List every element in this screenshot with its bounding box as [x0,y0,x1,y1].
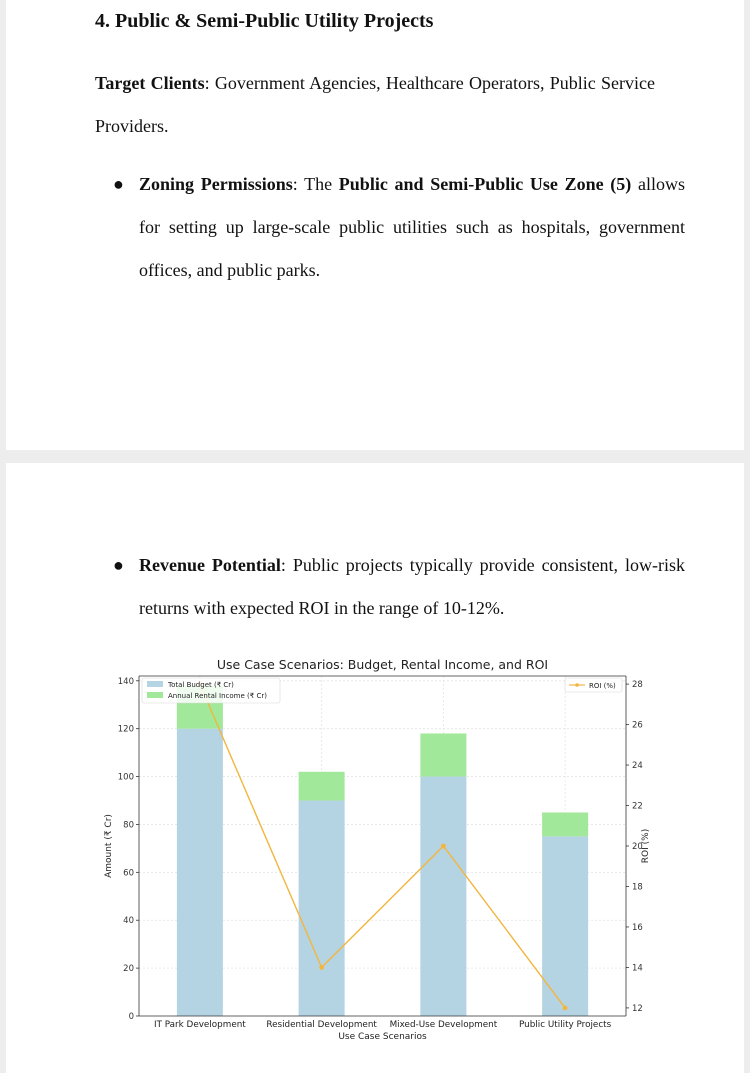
zone-name: Public and Semi-Public Use Zone (5) [338,174,632,194]
x-axis-label: Use Case Scenarios [338,1032,427,1042]
chart-title: Use Case Scenarios: Budget, Rental Income, and ROI [216,657,549,672]
y2-tick-label: 16 [632,922,643,933]
y2-tick-label: 24 [632,761,643,772]
y2-tick-label: 28 [632,680,643,691]
y-tick-label: 20 [123,964,134,975]
legend-label-rental: Annual Rental Income (₹ Cr) [168,692,267,700]
y-tick-label: 120 [117,724,134,735]
zoning-label: Zoning Permissions [139,174,293,194]
y-axis-label: Amount (₹ Cr) [104,814,114,878]
bar-total-budget [299,801,345,1016]
bullet-icon: ● [113,555,124,575]
legend-swatch-rental [147,692,163,698]
bullet-icon: ● [113,174,124,194]
revenue-label: Revenue Potential [139,555,281,575]
x-tick-label: Public Utility Projects [519,1020,612,1030]
x-tick-label: Mixed-Use Development [389,1020,498,1030]
target-clients-label: Target Clients [95,73,205,93]
section-heading: 4. Public & Semi-Public Utility Projects [95,10,434,32]
roi-line [200,684,565,1008]
x-tick-label: Residential Development [266,1020,377,1030]
legend-label-roi: ROI (%) [589,682,616,690]
roi-point [563,1006,568,1011]
document-page-1 [6,0,744,450]
y2-tick-label: 12 [632,1003,643,1014]
y2-tick-label: 14 [632,963,643,974]
roi-budget-chart [96,654,656,1049]
revenue-text: : Public projects typically provide consistent, low-risk returns with expected ROI in the range of 10-12%. [139,555,685,618]
bar-rental-income [542,812,588,836]
y-tick-label: 80 [123,820,134,831]
legend-label-budget: Total Budget (₹ Cr) [168,681,234,689]
y-tick-label: 140 [117,676,134,687]
target-clients-text: : Government Agencies, Healthcare Operators, Public Service Providers. [95,73,656,136]
y2-tick-label: 26 [632,720,643,731]
zoning-text-1: : The [292,174,339,194]
y2-tick-label: 18 [632,882,643,893]
y2-tick-label: 20 [632,842,643,852]
y2-axis-label: ROI (%) [641,828,651,864]
legend-swatch-budget [147,681,163,687]
y-tick-label: 100 [117,772,134,783]
roi-point [319,965,324,970]
zoning-bullet [113,163,685,292]
y-tick-label: 40 [123,916,134,927]
bar-rental-income [299,772,345,801]
y-tick-label: 0 [128,1012,134,1022]
roi-point [441,844,446,849]
x-tick-label: IT Park Development [153,1020,246,1030]
bar-rental-income [420,733,466,776]
target-clients-paragraph [95,62,655,148]
document-page-2 [6,463,744,1073]
bar-total-budget [420,777,466,1016]
y2-tick-label: 22 [632,801,643,812]
bar-total-budget [177,729,223,1016]
bar-total-budget [542,836,588,1016]
zoning-text-2: allows for setting up large-scale public utilities such as hospitals, government offices, and public parks. [139,174,686,280]
y-tick-label: 60 [123,868,134,879]
legend-marker-roi [575,683,579,687]
revenue-bullet [113,544,685,630]
